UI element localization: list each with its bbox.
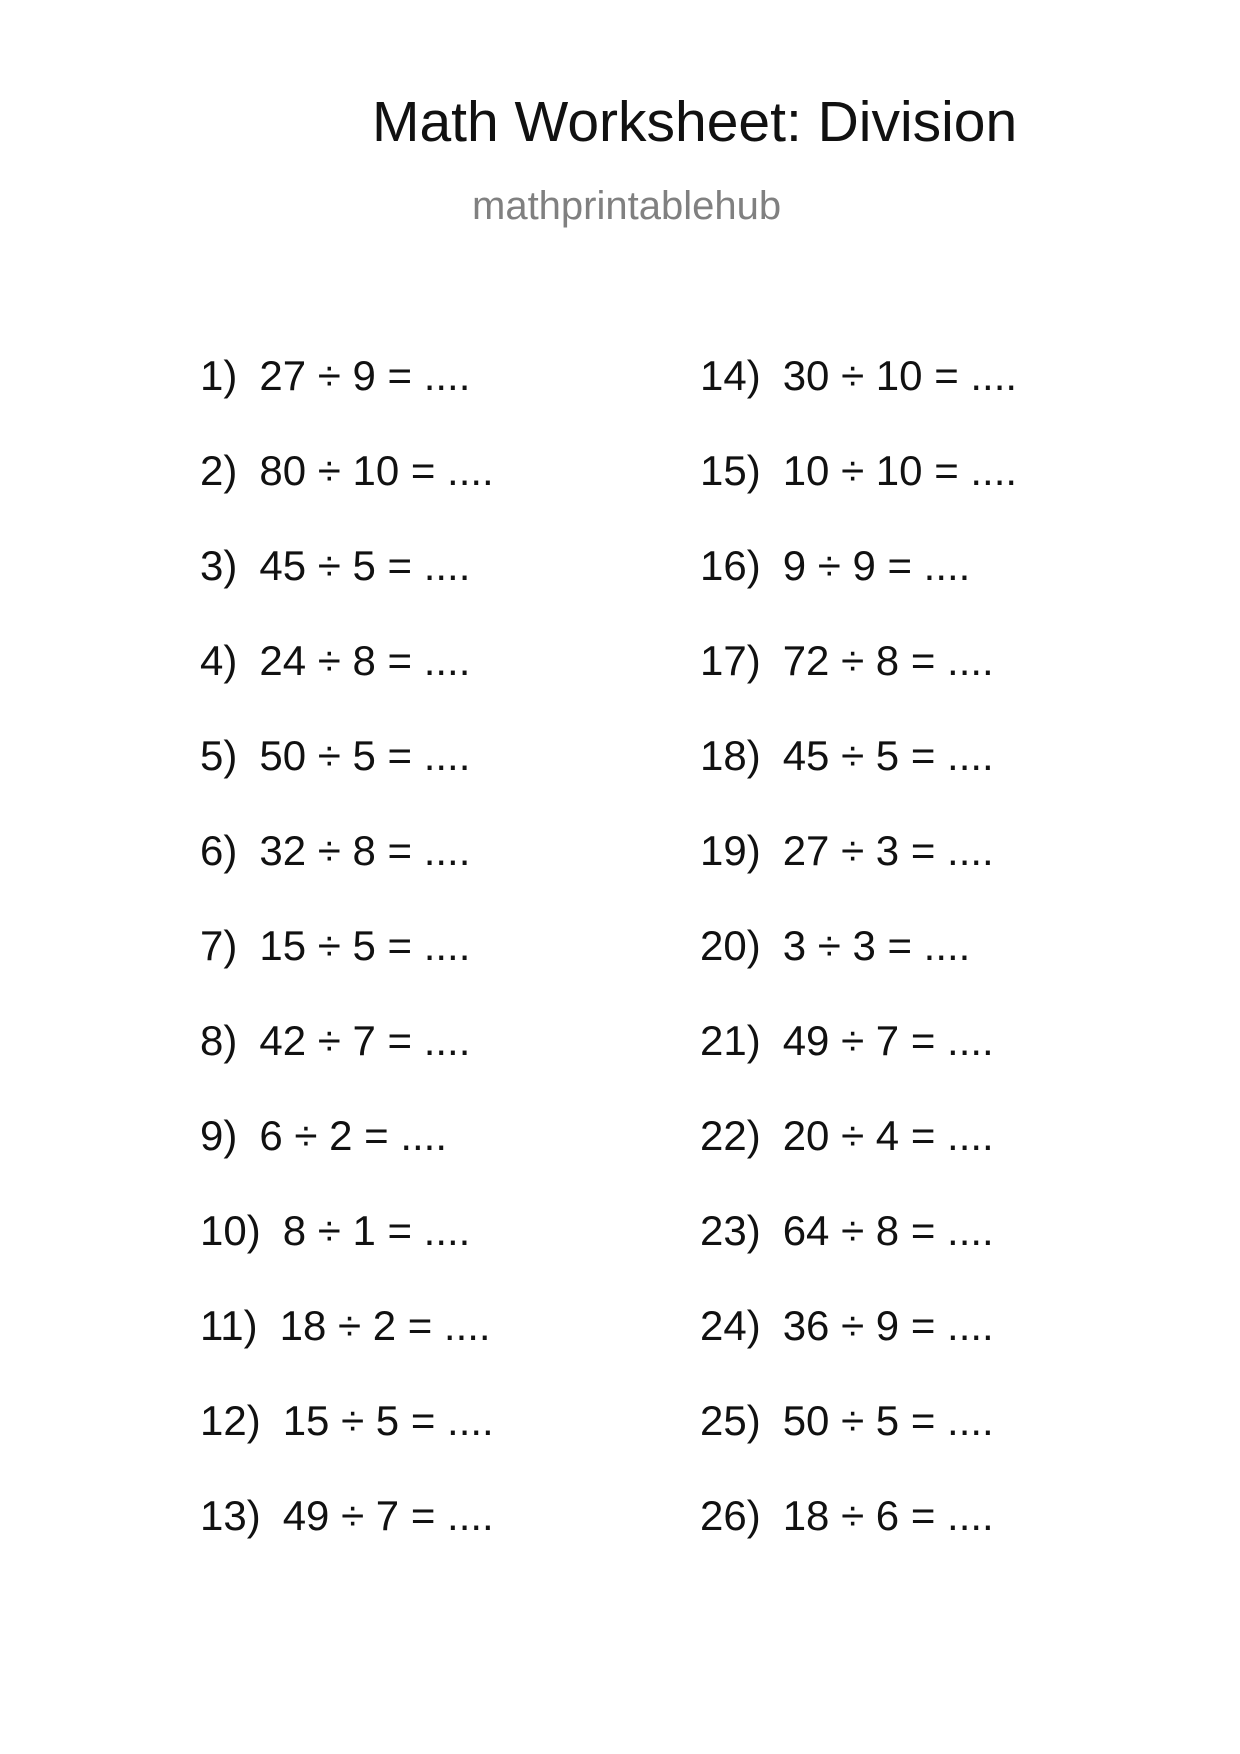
problem-number: 5) <box>200 732 238 779</box>
problem-expression: 42 ÷ 7 = .... <box>259 1017 471 1064</box>
problem-number: 15) <box>700 447 761 494</box>
problem-expression: 20 ÷ 4 = .... <box>782 1112 994 1159</box>
problem-number: 7) <box>200 922 238 969</box>
problem-number: 4) <box>200 637 238 684</box>
problem-expression: 27 ÷ 9 = .... <box>259 352 471 399</box>
problem-number: 9) <box>200 1112 238 1159</box>
problem-number: 8) <box>200 1017 238 1064</box>
problem-item <box>200 637 471 684</box>
worksheet-subtitle: mathprintablehub <box>472 184 782 228</box>
problem-item <box>200 542 471 589</box>
problem-item <box>700 1207 994 1254</box>
problem-item <box>700 1112 994 1159</box>
problem-expression: 50 ÷ 5 = .... <box>259 732 471 779</box>
problem-item <box>700 922 971 969</box>
problem-expression: 30 ÷ 10 = .... <box>782 352 1018 399</box>
problem-number: 24) <box>700 1302 761 1349</box>
problem-expression: 18 ÷ 2 = .... <box>279 1302 491 1349</box>
problem-number: 16) <box>700 542 761 589</box>
problem-number: 19) <box>700 827 761 874</box>
problem-number: 26) <box>700 1492 761 1539</box>
problem-item <box>200 922 471 969</box>
problem-expression: 8 ÷ 1 = .... <box>282 1207 471 1254</box>
problem-expression: 36 ÷ 9 = .... <box>782 1302 994 1349</box>
problem-number: 17) <box>700 637 761 684</box>
problem-expression: 45 ÷ 5 = .... <box>259 542 471 589</box>
problem-item <box>700 637 994 684</box>
problem-expression: 3 ÷ 3 = .... <box>782 922 971 969</box>
problem-item <box>700 542 971 589</box>
problem-item <box>200 1017 471 1064</box>
problem-number: 22) <box>700 1112 761 1159</box>
problem-item <box>700 732 994 779</box>
problem-number: 25) <box>700 1397 761 1444</box>
problem-number: 6) <box>200 827 238 874</box>
problem-expression: 49 ÷ 7 = .... <box>282 1492 494 1539</box>
problem-item <box>700 1397 994 1444</box>
problem-item <box>700 1302 994 1349</box>
problem-number: 12) <box>200 1397 261 1444</box>
problem-item <box>700 1492 994 1539</box>
problem-expression: 49 ÷ 7 = .... <box>782 1017 994 1064</box>
problem-item <box>200 447 494 494</box>
problem-expression: 64 ÷ 8 = .... <box>782 1207 994 1254</box>
worksheet-title: Math Worksheet: Division <box>372 90 1018 154</box>
problem-number: 1) <box>200 352 238 399</box>
problem-expression: 15 ÷ 5 = .... <box>259 922 471 969</box>
problem-number: 3) <box>200 542 238 589</box>
problem-number: 13) <box>200 1492 261 1539</box>
problem-expression: 15 ÷ 5 = .... <box>282 1397 494 1444</box>
problem-expression: 32 ÷ 8 = .... <box>259 827 471 874</box>
problem-item <box>700 447 1018 494</box>
problem-number: 23) <box>700 1207 761 1254</box>
problem-expression: 10 ÷ 10 = .... <box>782 447 1018 494</box>
problem-item <box>700 1017 994 1064</box>
problem-number: 11) <box>200 1302 258 1349</box>
problem-expression: 27 ÷ 3 = .... <box>782 827 994 874</box>
problem-expression: 50 ÷ 5 = .... <box>782 1397 994 1444</box>
problem-expression: 72 ÷ 8 = .... <box>782 637 994 684</box>
problem-number: 14) <box>700 352 761 399</box>
problem-number: 2) <box>200 447 238 494</box>
problem-number: 21) <box>700 1017 761 1064</box>
problem-expression: 9 ÷ 9 = .... <box>782 542 971 589</box>
problem-expression: 45 ÷ 5 = .... <box>782 732 994 779</box>
problem-item <box>200 827 471 874</box>
problem-item <box>200 732 471 779</box>
problem-number: 10) <box>200 1207 261 1254</box>
problem-number: 18) <box>700 732 761 779</box>
problem-item <box>700 352 1018 399</box>
problem-item <box>200 1112 448 1159</box>
problem-item <box>700 827 994 874</box>
problem-item <box>200 1492 494 1539</box>
problem-item <box>200 1302 491 1349</box>
problem-expression: 80 ÷ 10 = .... <box>259 447 494 494</box>
problem-expression: 6 ÷ 2 = .... <box>259 1112 448 1159</box>
problem-item <box>200 1207 471 1254</box>
problem-item <box>200 352 471 399</box>
problem-expression: 18 ÷ 6 = .... <box>782 1492 994 1539</box>
problem-number: 20) <box>700 922 761 969</box>
problem-item <box>200 1397 494 1444</box>
problem-expression: 24 ÷ 8 = .... <box>259 637 471 684</box>
